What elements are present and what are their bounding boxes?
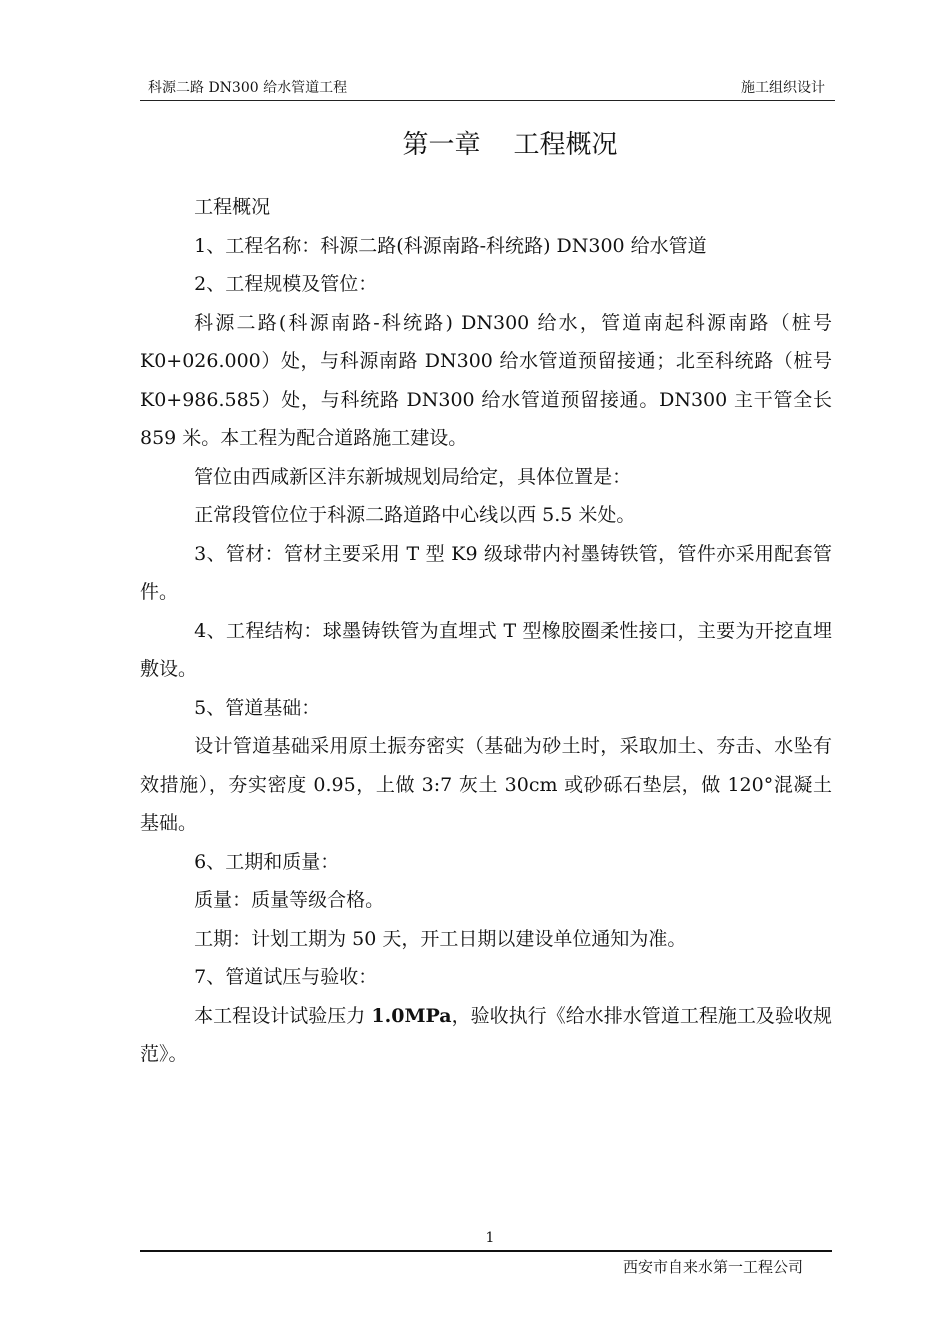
schedule-quality-heading: 6、工期和质量： [194,850,340,873]
pressure-test-heading: 7、管道试压与验收： [194,966,378,988]
pipe-foundation-paragraph: 设计管道基础采用原土振夯密实（基础为砂土时，采取加土、夯击、水坠有效措施），夯实密度 0.95，上做 3:7 灰土 30cm 或砂砾石垫层，做 120°混凝土基础。 [140,735,832,834]
quality-paragraph: 质量：质量等级合格。 [194,889,385,911]
page-number: 1 [485,1230,495,1246]
footer-company-name: 西安市自来水第一工程公司 [622,1258,803,1276]
pressure-test-text-before: 本工程设计试验压力 [194,1004,372,1027]
page-header [140,78,835,101]
footer-divider [140,1250,832,1252]
pipe-material-item: 3、管材：管材主要采用 T 型 K9 级球带内衬墨铸铁管，管件亦采用配套管件。 [140,542,832,603]
project-structure-item: 4、工程结构：球墨铸铁管为直埋式 T 型橡胶圈柔性接口，主要为开挖直埋敷设。 [140,619,832,680]
header-document-type: 施工组织设计 [741,80,825,96]
document-body [140,188,832,1074]
project-scale-paragraph: 科源二路(科源南路-科统路) DN300 给水，管道南起科源南路（桩号 K0+026.000）处，与科源南路 DN300 给水管道预留接通；北至科统路（桩号 K0+986.585）处，与科统路 DN300 给水管道预留接通。DN300 主干管全长 859 米。本工程为配合道路施工建设。 [140,311,832,449]
project-name-item: 1、工程名称：科源二路(科源南路-科统路) DN300 给水管道 [194,234,707,257]
pressure-test-text-after: ，验收执行《给水排水管道工程施工及验收规范》。 [140,1004,832,1065]
pipe-position-paragraph: 管位由西咸新区沣东新城规划局给定，具体位置是： [194,465,632,488]
test-pressure-value: 1.0MPa [371,1004,452,1027]
pipe-foundation-heading: 5、管道基础： [194,696,321,719]
pipe-position-detail: 正常段管位位于科源二路道路中心线以西 5.5 米处。 [194,504,636,526]
section-heading: 工程概况 [194,196,271,218]
schedule-paragraph: 工期：计划工期为 50 天，开工日期以建设单位通知为准。 [194,927,687,950]
pressure-test-paragraph [140,997,832,1074]
project-scale-heading: 2、工程规模及管位： [194,273,378,295]
chapter-title: 第一章 工程概况 [402,130,618,160]
header-project-name: 科源二路 DN300 给水管道工程 [148,80,348,96]
